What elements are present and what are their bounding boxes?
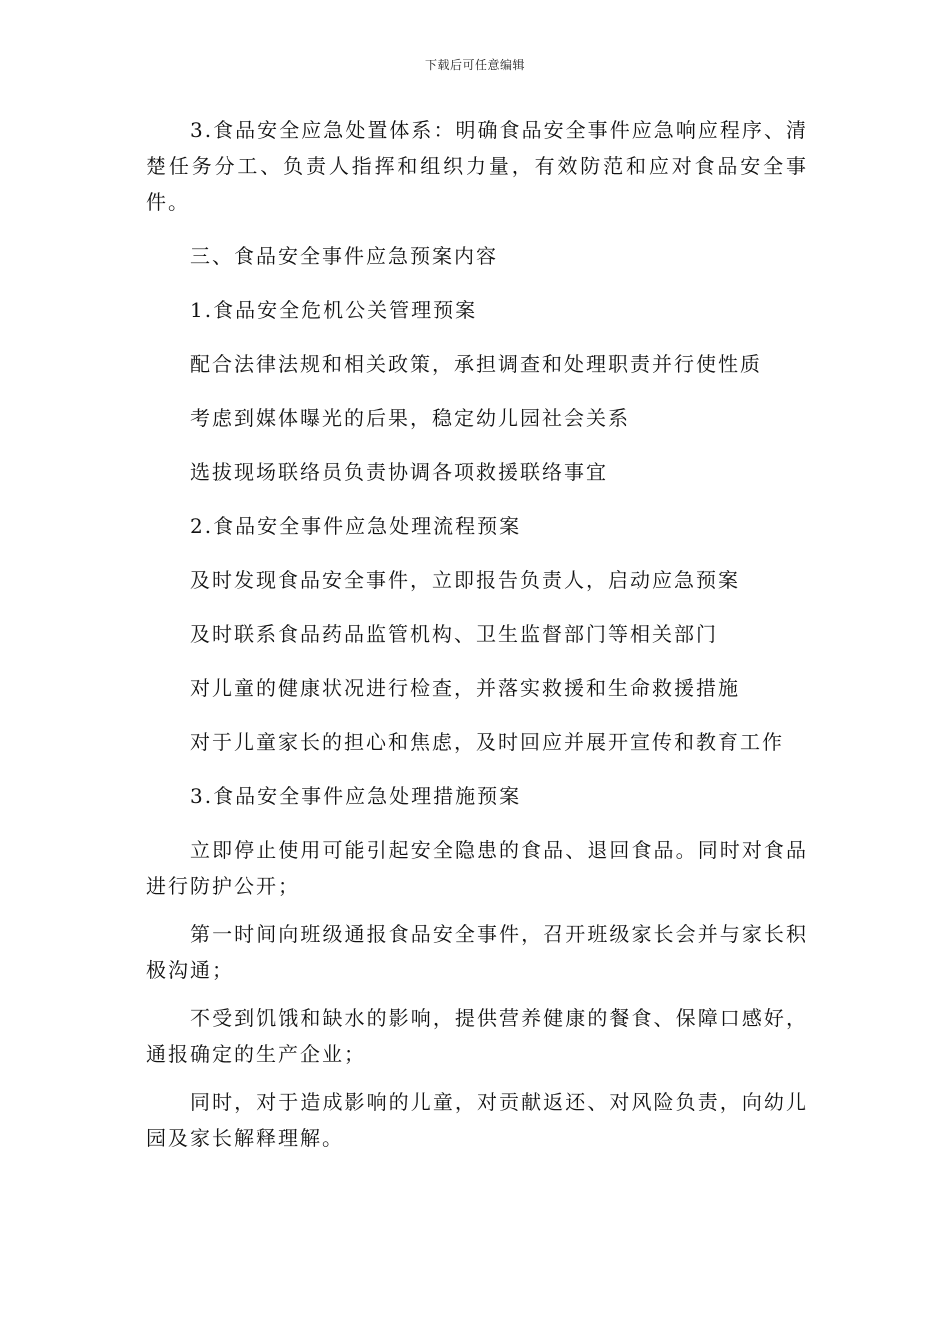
subsection-heading: 1.食品安全危机公关管理预案 <box>190 298 478 322</box>
paragraph: 对于儿童家长的担心和焦虑，及时回应并展开宣传和教育工作 <box>190 730 784 754</box>
paragraph: 及时发现食品安全事件，立即报告负责人，启动应急预案 <box>190 568 740 592</box>
paragraph: 考虑到媒体曝光的后果，稳定幼儿园社会关系 <box>190 406 630 430</box>
paragraph: 对儿童的健康状况进行检查，并落实救援和生命救援措施 <box>190 676 740 700</box>
document-body <box>146 112 808 1168</box>
paragraph: 不受到饥饿和缺水的影响，提供营养健康的餐食、保障口感好，通报确定的生产企业； <box>146 1006 808 1066</box>
subsection-heading: 2.食品安全事件应急处理流程预案 <box>190 514 522 538</box>
subsection-heading: 3.食品安全事件应急处理措施预案 <box>190 784 522 808</box>
paragraph: 3.食品安全应急处置体系：明确食品安全事件应急响应程序、清楚任务分工、负责人指挥和组织力量，有效防范和应对食品安全事件。 <box>146 118 808 214</box>
paragraph: 同时，对于造成影响的儿童，对贡献返还、对风险负责，向幼儿园及家长解释理解。 <box>146 1090 808 1150</box>
paragraph: 配合法律法规和相关政策，承担调查和处理职责并行使性质 <box>190 352 762 376</box>
page-header: 下载后可任意编辑 <box>424 58 525 72</box>
paragraph: 第一时间向班级通报食品安全事件，召开班级家长会并与家长积极沟通； <box>146 922 808 982</box>
section-heading: 三、食品安全事件应急预案内容 <box>190 244 498 268</box>
paragraph: 及时联系食品药品监管机构、卫生监督部门等相关部门 <box>190 622 718 646</box>
paragraph: 选拔现场联络员负责协调各项救援联络事宜 <box>190 460 608 484</box>
paragraph: 立即停止使用可能引起安全隐患的食品、退回食品。同时对食品进行防护公开； <box>146 838 808 898</box>
